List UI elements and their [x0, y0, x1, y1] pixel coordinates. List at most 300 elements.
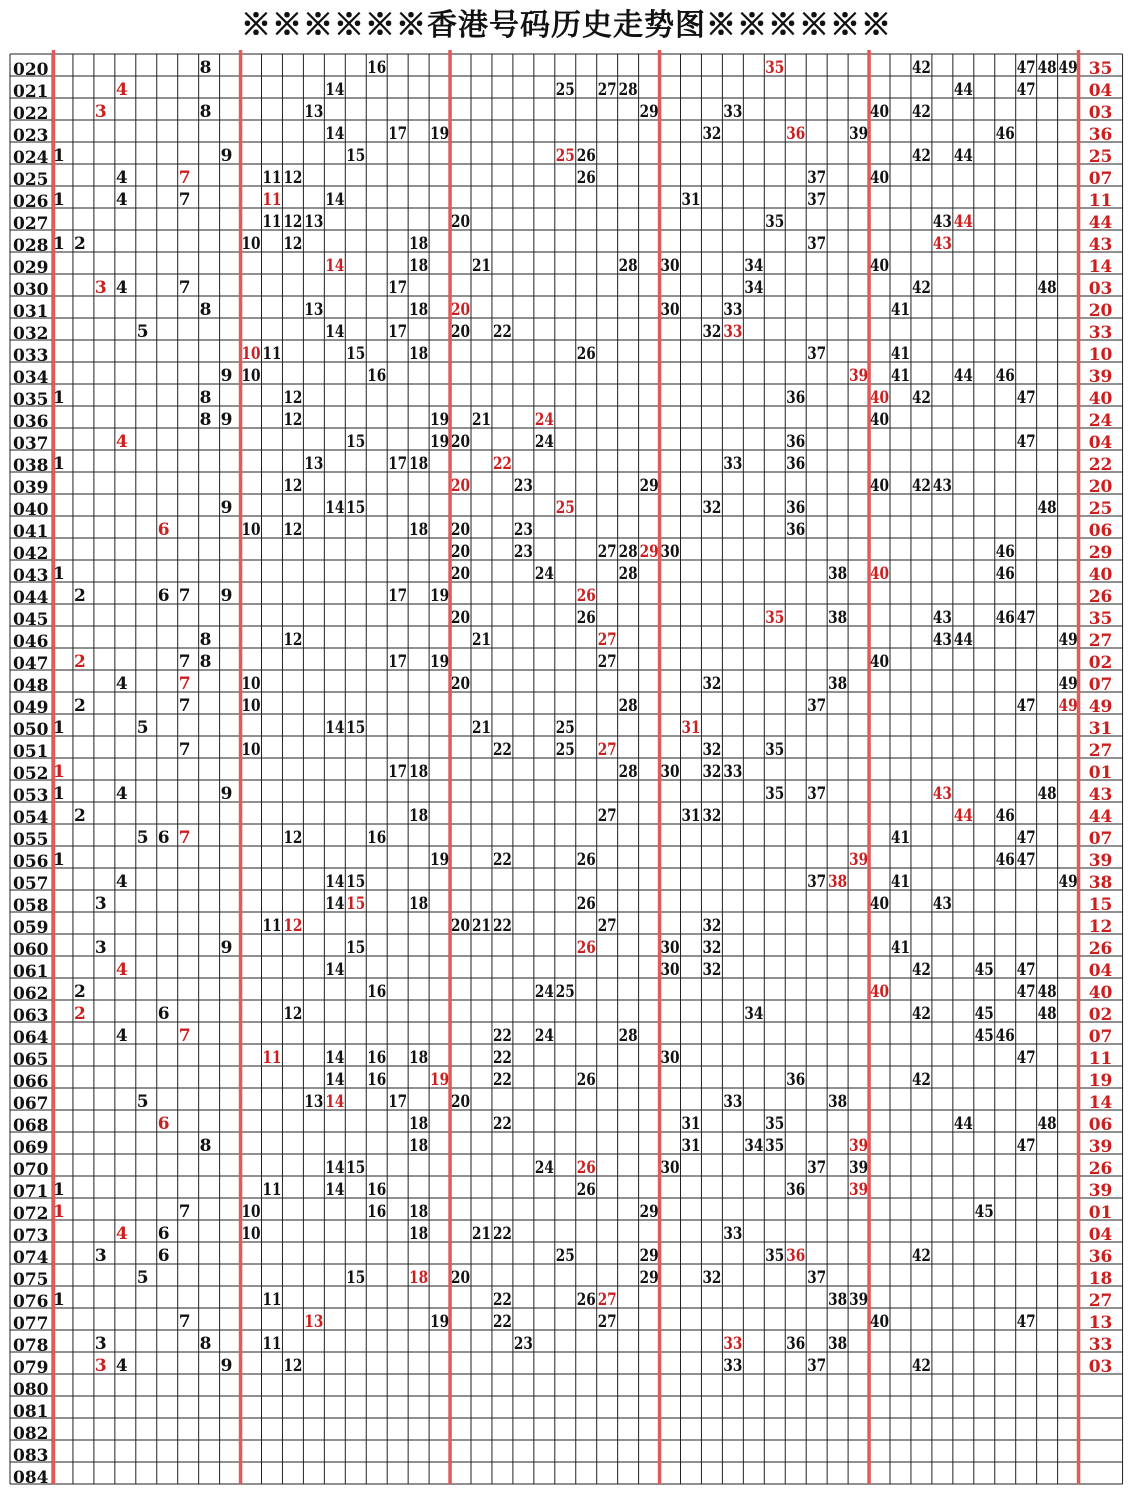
number-cell: 30 — [660, 1158, 680, 1178]
number-cell: 42 — [911, 388, 931, 408]
period-label: 072 — [13, 1204, 49, 1224]
number-cell: 32 — [702, 938, 722, 958]
number-cell: 35 — [765, 1136, 785, 1156]
period-label: 032 — [13, 324, 49, 344]
number-cell: 13 — [304, 1092, 324, 1112]
number-cell: 10 — [241, 1202, 261, 1222]
number-cell: 8 — [199, 630, 212, 650]
number-cell: 19 — [430, 586, 450, 606]
number-cell: 34 — [744, 1136, 764, 1156]
number-cell: 37 — [807, 190, 827, 210]
number-cell: 38 — [828, 674, 848, 694]
number-cell: 18 — [409, 806, 429, 826]
number-cell: 19 — [430, 850, 450, 870]
number-cell: 43 — [932, 894, 952, 914]
number-cell: 47 — [1016, 982, 1036, 1002]
number-cell: 40 — [870, 1312, 890, 1332]
number-cell: 37 — [807, 784, 827, 804]
number-cell: 15 — [346, 1158, 366, 1178]
number-cell: 1 — [53, 1290, 65, 1310]
special-number-cell: 7 — [178, 1026, 191, 1046]
number-cell: 32 — [702, 762, 722, 782]
number-cell: 18 — [409, 1048, 429, 1068]
special-number-cell: 39 — [849, 1180, 869, 1200]
period-label: 031 — [13, 302, 49, 322]
number-cell: 9 — [220, 498, 233, 518]
number-cell: 29 — [639, 476, 659, 496]
number-cell: 14 — [325, 322, 345, 342]
period-label: 030 — [13, 280, 49, 300]
number-cell: 37 — [807, 1158, 827, 1178]
number-cell: 24 — [534, 432, 554, 452]
number-cell: 6 — [157, 1004, 170, 1024]
number-cell: 22 — [492, 916, 512, 936]
number-cell: 12 — [283, 1004, 303, 1024]
number-cell: 32 — [702, 322, 722, 342]
number-cell: 7 — [178, 696, 191, 716]
special-number-cell: 44 — [953, 212, 973, 232]
number-cell: 40 — [870, 102, 890, 122]
special-number: 44 — [1088, 213, 1113, 233]
special-number-cell: 29 — [639, 542, 659, 562]
number-cell: 47 — [1016, 1136, 1036, 1156]
special-number-cell: 33 — [723, 1334, 743, 1354]
special-number-cell: 35 — [765, 58, 785, 78]
number-cell: 25 — [555, 982, 575, 1002]
number-cell: 19 — [430, 1312, 450, 1332]
number-cell: 7 — [178, 1202, 191, 1222]
number-cell: 12 — [283, 410, 303, 430]
number-cell: 27 — [597, 1312, 617, 1332]
special-number-cell: 39 — [849, 1136, 869, 1156]
number-cell: 37 — [807, 1356, 827, 1376]
number-cell: 11 — [262, 168, 282, 188]
special-number-cell: 3 — [94, 278, 107, 298]
page-title: ※※※※※※香港号码历史走势图※※※※※※ — [241, 8, 892, 43]
number-cell: 43 — [932, 212, 952, 232]
number-cell: 40 — [870, 476, 890, 496]
number-cell: 22 — [492, 322, 512, 342]
number-cell: 47 — [1016, 80, 1036, 100]
special-number: 12 — [1088, 917, 1113, 937]
number-cell: 47 — [1016, 432, 1036, 452]
number-cell: 25 — [555, 718, 575, 738]
number-cell: 22 — [492, 1114, 512, 1134]
number-cell: 33 — [723, 1356, 743, 1376]
number-cell: 20 — [451, 1268, 471, 1288]
period-label: 039 — [13, 478, 49, 498]
special-number-cell: 13 — [304, 1312, 324, 1332]
number-cell: 49 — [1058, 630, 1078, 650]
special-number: 39 — [1088, 1181, 1113, 1201]
number-cell: 36 — [786, 1070, 806, 1090]
number-cell: 21 — [472, 1224, 491, 1244]
number-cell: 8 — [199, 102, 212, 122]
special-number-cell: 1 — [53, 762, 65, 782]
number-cell: 49 — [1058, 872, 1078, 892]
period-label: 077 — [13, 1314, 49, 1334]
period-label: 070 — [13, 1160, 49, 1180]
number-cell: 11 — [262, 1290, 282, 1310]
number-cell: 13 — [304, 300, 324, 320]
number-cell: 24 — [534, 982, 554, 1002]
special-number: 07 — [1088, 1027, 1113, 1047]
period-label: 038 — [13, 456, 49, 476]
number-cell: 31 — [681, 190, 701, 210]
number-cell: 20 — [451, 1092, 471, 1112]
number-cell: 8 — [199, 1334, 212, 1354]
special-number-cell: 33 — [723, 322, 743, 342]
number-cell: 2 — [73, 982, 86, 1002]
period-label: 046 — [13, 632, 49, 652]
number-cell: 33 — [723, 300, 743, 320]
number-cell: 9 — [220, 784, 233, 804]
number-cell: 27 — [597, 652, 617, 672]
number-cell: 43 — [932, 608, 952, 628]
number-cell: 15 — [346, 146, 366, 166]
special-number: 22 — [1088, 455, 1113, 475]
number-cell: 46 — [995, 1026, 1015, 1046]
number-cell: 38 — [828, 564, 848, 584]
number-cell: 47 — [1016, 388, 1036, 408]
special-number-cell: 12 — [283, 916, 303, 936]
number-cell: 49 — [1058, 674, 1078, 694]
number-cell: 36 — [786, 520, 806, 540]
special-number: 40 — [1088, 565, 1113, 585]
number-cell: 22 — [492, 1026, 512, 1046]
special-number-cell: 11 — [262, 190, 282, 210]
number-cell: 47 — [1016, 608, 1036, 628]
number-cell: 1 — [53, 564, 65, 584]
period-label: 059 — [13, 918, 49, 938]
number-cell: 27 — [597, 80, 617, 100]
number-cell: 42 — [911, 1356, 931, 1376]
number-cell: 47 — [1016, 828, 1036, 848]
special-number-cell: 39 — [849, 850, 869, 870]
special-number: 07 — [1088, 829, 1113, 849]
period-label: 044 — [13, 588, 49, 608]
number-cell: 34 — [744, 256, 764, 276]
number-cell: 10 — [241, 520, 261, 540]
number-cell: 14 — [325, 1180, 345, 1200]
number-cell: 22 — [492, 1290, 512, 1310]
number-cell: 9 — [220, 366, 233, 386]
number-cell: 44 — [953, 630, 973, 650]
number-cell: 18 — [409, 762, 429, 782]
number-cell: 48 — [1037, 58, 1057, 78]
number-cell: 16 — [367, 58, 387, 78]
special-number-cell: 36 — [786, 124, 806, 144]
special-number-cell: 15 — [346, 894, 366, 914]
number-cell: 5 — [136, 1268, 149, 1288]
number-cell: 14 — [325, 124, 345, 144]
number-cell: 22 — [492, 1224, 512, 1244]
number-cell: 11 — [262, 1334, 282, 1354]
number-cell: 12 — [283, 234, 303, 254]
number-cell: 45 — [974, 960, 994, 980]
number-cell: 3 — [94, 1334, 107, 1354]
number-cell: 42 — [911, 1070, 931, 1090]
number-cell: 41 — [891, 938, 910, 958]
number-cell: 24 — [534, 1026, 554, 1046]
number-cell: 20 — [451, 322, 471, 342]
period-label: 076 — [13, 1292, 49, 1312]
period-label: 034 — [13, 368, 49, 388]
special-number-cell: 49 — [1058, 696, 1078, 716]
number-cell: 47 — [1016, 850, 1036, 870]
special-number: 26 — [1088, 1159, 1113, 1179]
number-cell: 4 — [115, 872, 128, 892]
special-number-cell: 20 — [451, 300, 471, 320]
number-cell: 12 — [283, 388, 303, 408]
period-label: 049 — [13, 698, 49, 718]
number-cell: 27 — [597, 806, 617, 826]
special-number-cell: 36 — [786, 1246, 806, 1266]
special-number-cell: 7 — [178, 674, 191, 694]
number-cell: 22 — [492, 1312, 512, 1332]
number-cell: 9 — [220, 938, 233, 958]
special-number: 01 — [1088, 763, 1113, 783]
number-cell: 31 — [681, 1136, 701, 1156]
special-number-cell: 39 — [849, 366, 869, 386]
number-cell: 16 — [367, 828, 387, 848]
number-cell: 15 — [346, 718, 366, 738]
special-number-cell: 38 — [828, 872, 848, 892]
number-cell: 8 — [199, 388, 212, 408]
number-cell: 34 — [744, 1004, 764, 1024]
number-cell: 22 — [492, 1048, 512, 1068]
period-label: 083 — [13, 1446, 49, 1466]
number-cell: 40 — [870, 410, 890, 430]
number-cell: 25 — [555, 740, 575, 760]
number-cell: 12 — [283, 1356, 303, 1376]
number-cell: 29 — [639, 1202, 659, 1222]
number-cell: 12 — [283, 630, 303, 650]
number-cell: 7 — [178, 1312, 191, 1332]
number-cell: 12 — [283, 476, 303, 496]
number-cell: 15 — [346, 498, 366, 518]
number-cell: 11 — [262, 1180, 282, 1200]
period-label: 067 — [13, 1094, 49, 1114]
period-label: 020 — [13, 60, 49, 80]
number-cell: 39 — [849, 1290, 869, 1310]
number-cell: 16 — [367, 366, 387, 386]
number-cell: 14 — [325, 1048, 345, 1068]
number-cell: 41 — [891, 344, 910, 364]
special-number: 43 — [1088, 235, 1113, 255]
special-number-cell: 31 — [681, 718, 701, 738]
number-cell: 20 — [451, 564, 471, 584]
number-cell: 4 — [115, 1356, 128, 1376]
number-cell: 32 — [702, 806, 722, 826]
number-cell: 42 — [911, 146, 931, 166]
number-cell: 35 — [765, 740, 785, 760]
number-cell: 1 — [53, 850, 65, 870]
special-number: 35 — [1088, 59, 1113, 79]
number-cell: 23 — [513, 1334, 533, 1354]
number-cell: 32 — [702, 740, 722, 760]
special-number-cell: 2 — [73, 652, 86, 672]
number-cell: 14 — [325, 960, 345, 980]
number-cell: 36 — [786, 498, 806, 518]
period-label: 061 — [13, 962, 49, 982]
number-cell: 38 — [828, 608, 848, 628]
special-number-cell: 10 — [241, 344, 261, 364]
period-label: 062 — [13, 984, 49, 1004]
number-cell: 14 — [325, 1070, 345, 1090]
special-number-cell: 4 — [115, 1224, 128, 1244]
number-cell: 18 — [409, 234, 429, 254]
number-cell: 41 — [891, 828, 910, 848]
number-cell: 44 — [953, 80, 973, 100]
number-cell: 44 — [953, 366, 973, 386]
special-number-cell: 26 — [576, 1158, 596, 1178]
period-label: 029 — [13, 258, 49, 278]
special-number: 11 — [1088, 1049, 1113, 1069]
special-number-cell: 40 — [870, 982, 890, 1002]
period-label: 051 — [13, 742, 49, 762]
number-cell: 42 — [911, 58, 931, 78]
number-cell: 10 — [241, 234, 261, 254]
period-label: 073 — [13, 1226, 49, 1246]
special-number-cell: 14 — [325, 256, 345, 276]
number-cell: 10 — [241, 740, 261, 760]
number-cell: 46 — [995, 366, 1015, 386]
number-cell: 30 — [660, 762, 680, 782]
number-cell: 10 — [241, 696, 261, 716]
number-cell: 26 — [576, 1180, 596, 1200]
number-cell: 38 — [828, 1092, 848, 1112]
period-label: 054 — [13, 808, 49, 828]
number-cell: 23 — [513, 476, 533, 496]
special-number: 25 — [1088, 147, 1113, 167]
special-number-cell: 43 — [932, 234, 952, 254]
number-cell: 18 — [409, 256, 429, 276]
number-cell: 19 — [430, 410, 450, 430]
number-cell: 17 — [388, 762, 408, 782]
period-label: 064 — [13, 1028, 49, 1048]
number-cell: 45 — [974, 1004, 994, 1024]
special-number-cell: 40 — [870, 388, 890, 408]
number-cell: 17 — [388, 278, 408, 298]
period-label: 028 — [13, 236, 49, 256]
special-number: 40 — [1088, 389, 1113, 409]
number-cell: 30 — [660, 300, 680, 320]
number-cell: 9 — [220, 146, 233, 166]
number-cell: 23 — [513, 520, 533, 540]
number-cell: 33 — [723, 102, 743, 122]
special-number-cell: 19 — [430, 1070, 450, 1090]
special-number: 31 — [1088, 719, 1113, 739]
number-cell: 17 — [388, 1092, 408, 1112]
number-cell: 30 — [660, 960, 680, 980]
number-cell: 24 — [534, 564, 554, 584]
number-cell: 42 — [911, 1246, 931, 1266]
period-label: 023 — [13, 126, 49, 146]
number-cell: 47 — [1016, 960, 1036, 980]
number-cell: 16 — [367, 982, 387, 1002]
number-cell: 33 — [723, 762, 743, 782]
number-cell: 41 — [891, 300, 910, 320]
number-cell: 48 — [1037, 1004, 1057, 1024]
special-number: 39 — [1088, 851, 1113, 871]
number-cell: 13 — [304, 102, 324, 122]
number-cell: 28 — [618, 256, 638, 276]
special-number: 01 — [1088, 1203, 1113, 1223]
number-cell: 15 — [346, 938, 366, 958]
special-number: 06 — [1088, 1115, 1113, 1135]
period-label: 040 — [13, 500, 49, 520]
number-cell: 42 — [911, 476, 931, 496]
number-cell: 47 — [1016, 1312, 1036, 1332]
number-cell: 33 — [723, 1224, 743, 1244]
number-cell: 33 — [723, 1092, 743, 1112]
number-cell: 49 — [1058, 58, 1078, 78]
number-cell: 20 — [451, 542, 471, 562]
special-number-cell: 1 — [53, 1202, 65, 1222]
special-number: 33 — [1088, 1335, 1113, 1355]
number-cell: 3 — [94, 938, 107, 958]
special-number-cell: 6 — [157, 1114, 170, 1134]
special-number-cell: 20 — [451, 476, 471, 496]
number-cell: 37 — [807, 234, 827, 254]
special-number: 40 — [1088, 983, 1113, 1003]
special-number: 29 — [1088, 543, 1113, 563]
special-number: 25 — [1088, 499, 1113, 519]
number-cell: 46 — [995, 806, 1015, 826]
number-cell: 43 — [932, 476, 952, 496]
number-cell: 1 — [53, 784, 65, 804]
period-label: 078 — [13, 1336, 49, 1356]
number-cell: 1 — [53, 190, 65, 210]
special-number: 39 — [1088, 367, 1113, 387]
number-cell: 32 — [702, 1268, 722, 1288]
special-number-cell: 4 — [115, 432, 128, 452]
period-label: 024 — [13, 148, 49, 168]
special-number-cell: 4 — [115, 960, 128, 980]
number-cell: 11 — [262, 916, 282, 936]
number-cell: 32 — [702, 674, 722, 694]
period-label: 037 — [13, 434, 49, 454]
special-number-cell: 18 — [409, 1268, 429, 1288]
number-cell: 26 — [576, 894, 596, 914]
period-label: 068 — [13, 1116, 49, 1136]
number-cell: 2 — [73, 806, 86, 826]
number-cell: 28 — [618, 564, 638, 584]
period-label: 084 — [13, 1468, 49, 1488]
number-cell: 21 — [472, 256, 491, 276]
special-number: 13 — [1088, 1313, 1113, 1333]
period-label: 047 — [13, 654, 49, 674]
number-cell: 36 — [786, 454, 806, 474]
number-cell: 5 — [136, 718, 149, 738]
number-cell: 20 — [451, 432, 471, 452]
number-cell: 19 — [430, 652, 450, 672]
number-cell: 3 — [94, 894, 107, 914]
special-number: 02 — [1088, 653, 1113, 673]
special-number: 02 — [1088, 1005, 1113, 1025]
number-cell: 31 — [681, 1114, 701, 1134]
special-number-cell: 35 — [765, 608, 785, 628]
number-cell: 26 — [576, 168, 596, 188]
special-number: 49 — [1088, 697, 1113, 717]
special-number: 44 — [1088, 807, 1113, 827]
number-cell: 46 — [995, 124, 1015, 144]
special-number-cell: 14 — [325, 1092, 345, 1112]
period-label: 057 — [13, 874, 49, 894]
number-cell: 37 — [807, 1268, 827, 1288]
special-number: 06 — [1088, 521, 1113, 541]
